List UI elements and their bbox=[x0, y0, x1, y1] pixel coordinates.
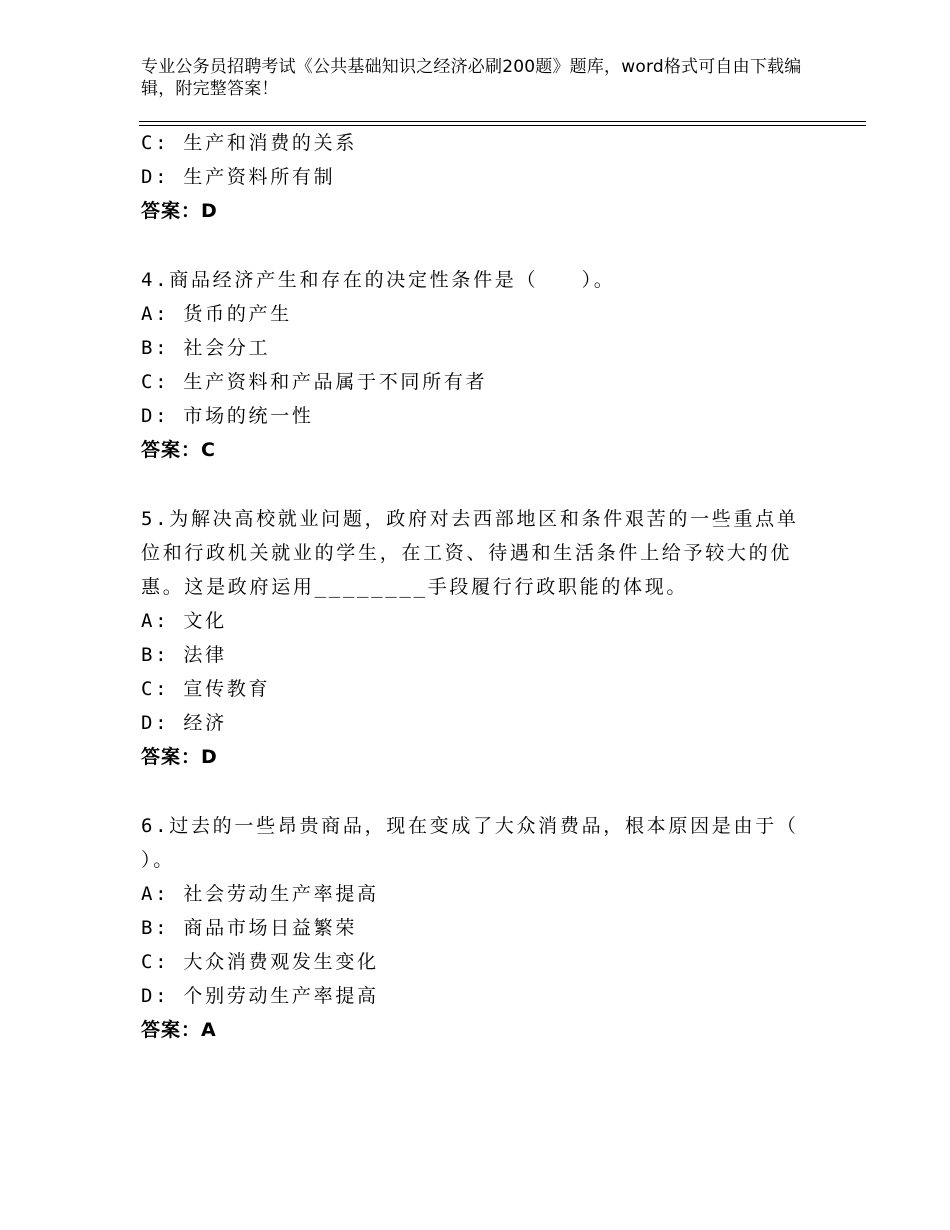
q3-option-d: D: 生产资料所有制 bbox=[141, 166, 336, 188]
q5-stem-line-3: 惠。这是政府运用________手段履行行政职能的体现。 bbox=[141, 576, 689, 598]
q5-stem-line-2: 位和行政机关就业的学生，在工资、待遇和生活条件上给予较大的优 bbox=[141, 542, 793, 564]
answer-value: C bbox=[201, 439, 216, 461]
q5-option-c: C: 宣传教育 bbox=[141, 678, 271, 700]
q4-option-b: B: 社会分工 bbox=[141, 337, 271, 359]
answer-label: 答案： bbox=[141, 439, 202, 461]
q6-option-d: D: 个别劳动生产率提高 bbox=[141, 985, 379, 1007]
q5-stem-line-1: 5.为解决高校就业问题，政府对去西部地区和条件艰苦的一些重点单 bbox=[141, 508, 799, 530]
q6-stem-line-1: 6.过去的一些昂贵商品，现在变成了大众消费品，根本原因是由于（ bbox=[141, 815, 799, 837]
answer-value: D bbox=[201, 200, 218, 222]
q5-option-b: B: 法律 bbox=[141, 644, 227, 666]
q6-stem-line-2: ）。 bbox=[141, 849, 175, 871]
answer-value: A bbox=[201, 1019, 217, 1041]
q5-option-d: D: 经济 bbox=[141, 712, 227, 734]
q4-option-d: D: 市场的统一性 bbox=[141, 405, 314, 427]
answer-label: 答案： bbox=[141, 1019, 202, 1041]
answer-value: D bbox=[201, 746, 218, 768]
document-header: 专业公务员招聘考试《公共基础知识之经济必刷200题》题库，word格式可自由下载编辑，附完整答案！ bbox=[141, 57, 802, 99]
answer-label: 答案： bbox=[141, 746, 202, 768]
q5-answer bbox=[141, 745, 218, 769]
q3-answer bbox=[141, 199, 218, 223]
q4-option-c: C: 生产资料和产品属于不同所有者 bbox=[141, 371, 488, 393]
q3-option-c: C: 生产和消费的关系 bbox=[141, 132, 358, 154]
q4-answer bbox=[141, 438, 216, 462]
header-divider bbox=[139, 121, 866, 126]
q4-stem: 4.商品经济产生和存在的决定性条件是（ ）。 bbox=[141, 269, 616, 291]
q6-answer bbox=[141, 1018, 217, 1042]
answer-label: 答案： bbox=[141, 200, 202, 222]
q6-option-a: A: 社会劳动生产率提高 bbox=[141, 883, 379, 905]
q5-option-a: A: 文化 bbox=[141, 610, 227, 632]
q6-option-b: B: 商品市场日益繁荣 bbox=[141, 917, 358, 939]
q4-option-a: A: 货币的产生 bbox=[141, 303, 292, 325]
q6-option-c: C: 大众消费观发生变化 bbox=[141, 951, 379, 973]
